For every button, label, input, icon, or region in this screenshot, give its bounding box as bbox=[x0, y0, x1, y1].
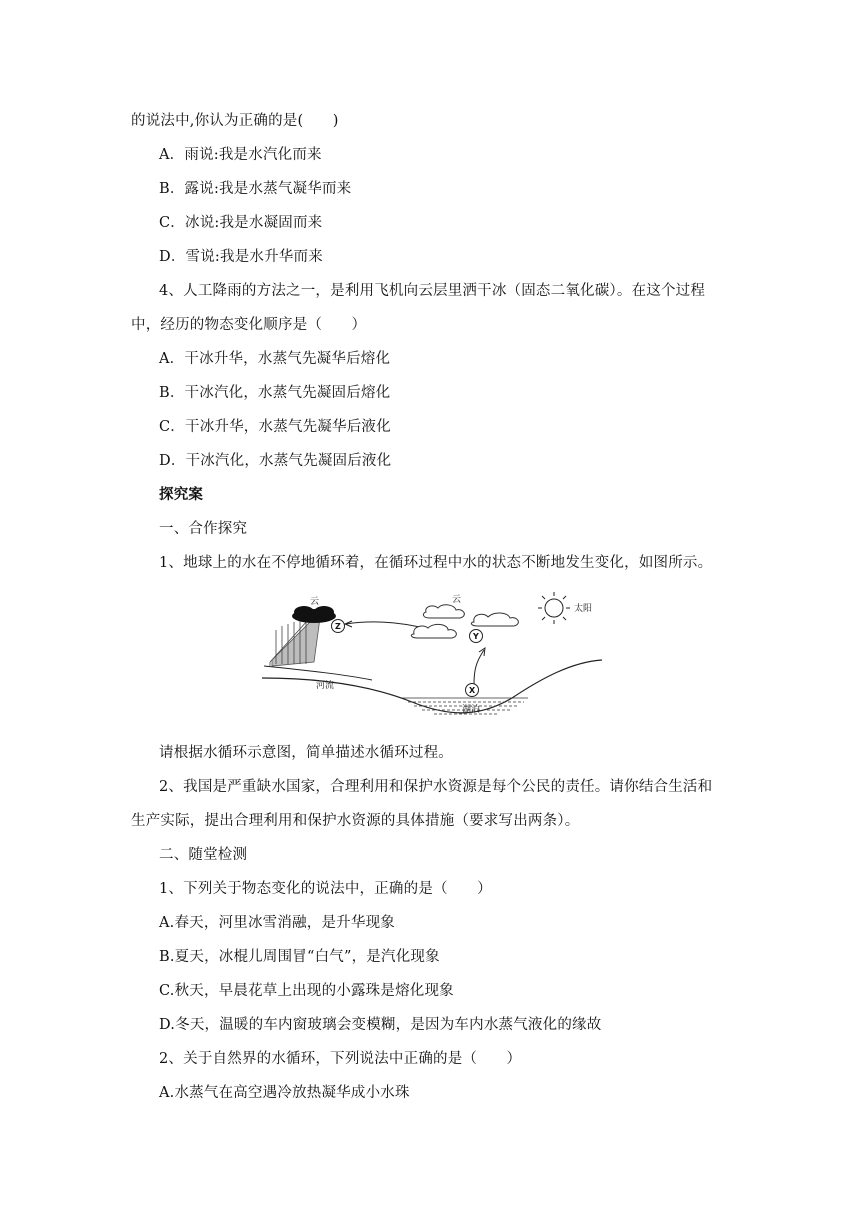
question-line: 4、人工降雨的方法之一，是利用飞机向云层里洒干冰（固态二氧化碳）。在这个过程 bbox=[159, 283, 706, 299]
dark-cloud bbox=[292, 606, 336, 623]
option-line: D．干冰汽化，水蒸气先凝固后液化 bbox=[159, 453, 392, 469]
question-line: 2、我国是严重缺水国家，合理利用和保护水资源是每个公民的责任。请你结合生活和 bbox=[159, 779, 713, 795]
sun-label: 太阳 bbox=[574, 604, 593, 614]
question-line: 1、地球上的水在不停地循环着，在循环过程中水的状态不断地发生变化，如图所示。 bbox=[159, 555, 713, 571]
marker-x-label: X bbox=[469, 686, 476, 695]
option-line: A.水蒸气在高空遇冷放热凝华成小水珠 bbox=[159, 1085, 410, 1101]
option-line: A．雨说:我是水汽化而来 bbox=[159, 147, 322, 163]
white-clouds bbox=[411, 605, 518, 638]
lake-label: 湖泊 bbox=[462, 705, 481, 715]
option-line: A.春天，河里冰雪消融，是升华现象 bbox=[159, 915, 395, 931]
sun-icon bbox=[538, 592, 570, 624]
text-line: 请根据水循环示意图，简单描述水循环过程。 bbox=[159, 745, 453, 761]
ground-line bbox=[262, 660, 602, 713]
option-line: D．雪说:我是水升华而来 bbox=[159, 249, 323, 265]
option-line: B．露说:我是水蒸气凝华而来 bbox=[159, 181, 352, 197]
option-line: C．干冰升华，水蒸气先凝华后液化 bbox=[159, 419, 391, 435]
section-heading: 探究案 bbox=[159, 486, 204, 503]
cloud-mid-label: 云 bbox=[452, 595, 462, 605]
river-label: 河流 bbox=[316, 681, 335, 691]
option-line: B.夏天，冰棍儿周围冒“白气”，是汽化现象 bbox=[159, 949, 440, 965]
subsection-heading: 二、随堂检测 bbox=[159, 847, 248, 863]
marker-y-label: Y bbox=[473, 632, 479, 641]
marker-z-label: Z bbox=[335, 622, 341, 631]
evaporation-arrow bbox=[474, 650, 484, 684]
water-cycle-figure bbox=[262, 590, 860, 730]
water-cycle-diagram bbox=[262, 590, 860, 730]
option-line: C．冰说:我是水凝固而来 bbox=[159, 215, 323, 231]
option-line: B．干冰汽化，水蒸气先凝固后熔化 bbox=[159, 385, 391, 401]
text-line: 的说法中,你认为正确的是( ) bbox=[131, 113, 339, 129]
option-line: C.秋天，早晨花草上出现的小露珠是熔化现象 bbox=[159, 983, 454, 999]
text-line: 中，经历的物态变化顺序是（ ） bbox=[131, 317, 367, 333]
rain-area bbox=[270, 618, 320, 666]
question-line: 1、下列关于物态变化的说法中，正确的是（ ） bbox=[159, 881, 492, 897]
option-line: D.冬天，温暖的车内窗玻璃会变模糊，是因为车内水蒸气液化的缘故 bbox=[159, 1017, 602, 1033]
option-line: A．干冰升华，水蒸气先凝华后熔化 bbox=[159, 351, 391, 367]
question-line: 2、关于自然界的水循环，下列说法中正确的是（ ） bbox=[159, 1051, 522, 1067]
text-line: 生产实际，提出合理利用和保护水资源的具体措施（要求写出两条）。 bbox=[131, 813, 580, 829]
subsection-heading: 一、合作探究 bbox=[159, 521, 248, 537]
cloud-left-label: 云 bbox=[310, 597, 320, 607]
